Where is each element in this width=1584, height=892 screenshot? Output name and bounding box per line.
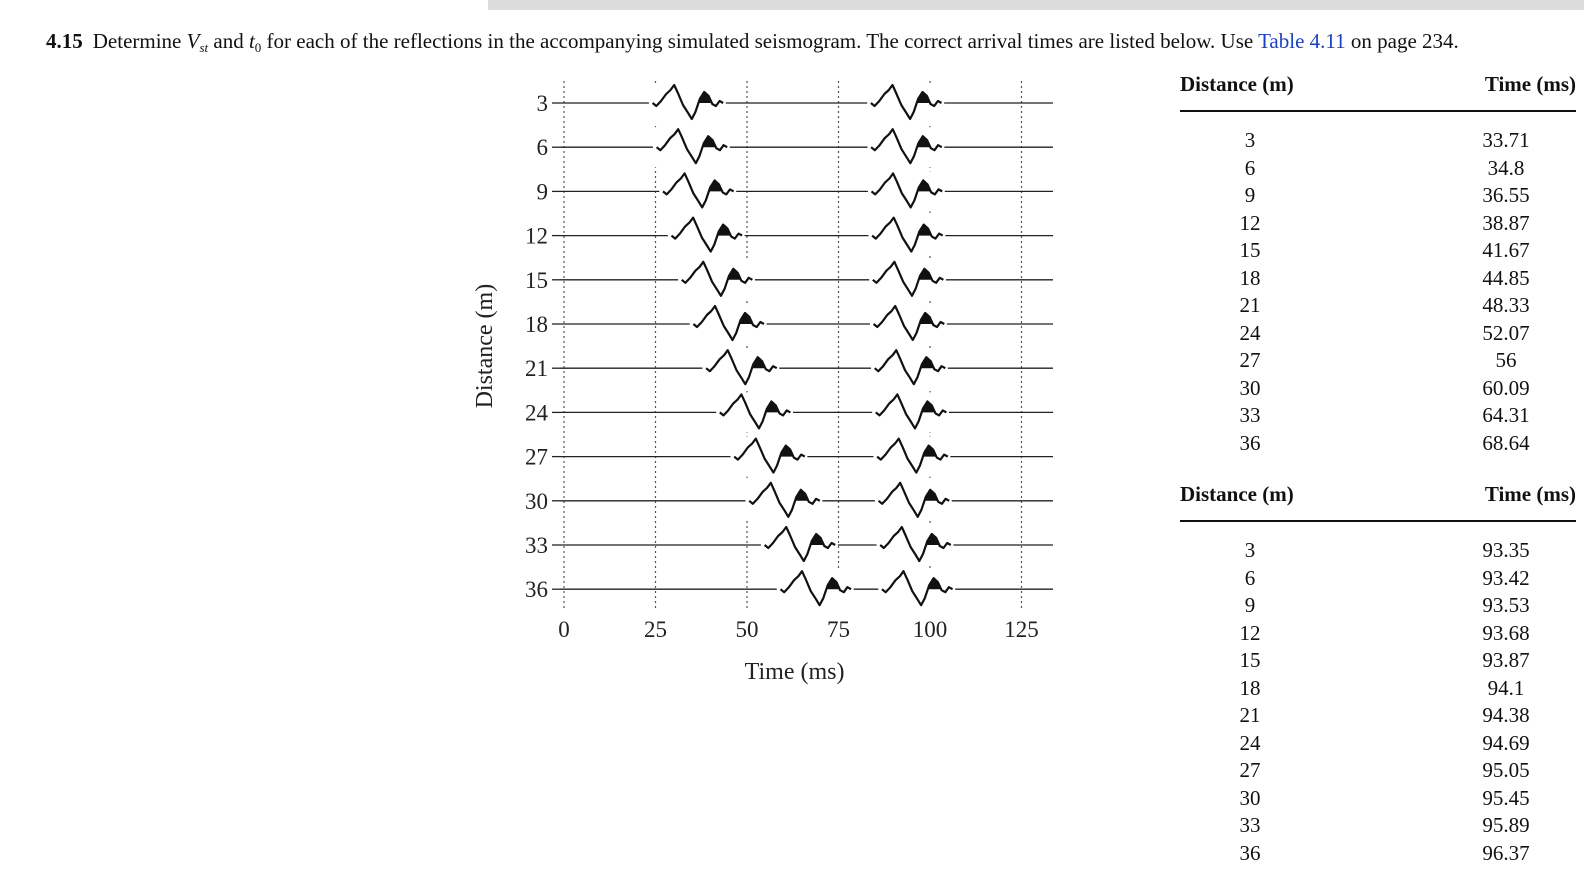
table-header (1180, 482, 1576, 522)
table-row (1180, 785, 1576, 813)
y-tick-label: 15 (525, 267, 548, 293)
table-row (1180, 347, 1576, 375)
y-tick-label: 18 (525, 312, 548, 337)
time-cell: 93.35 (1482, 538, 1530, 562)
time-cell: 68.64 (1482, 430, 1530, 455)
x-tick-label: 50 (735, 617, 759, 643)
table-row (1180, 210, 1576, 238)
x-axis-label: Time (ms) (744, 659, 845, 686)
distance-cell: 15 (1239, 648, 1261, 672)
table-row (1180, 155, 1576, 183)
table-row (1180, 537, 1576, 565)
distance-cell: 27 (1239, 348, 1261, 372)
time-cell: 38.87 (1482, 210, 1530, 235)
y-tick-label: 27 (525, 444, 548, 470)
v-subscript: st (199, 40, 209, 55)
problem-text-3: for each of the reflections in the accompanying simulated seismogram. The correct arrival times are listed below. Use (261, 29, 1259, 53)
table-rule (1180, 110, 1576, 112)
time-cell: 60.09 (1482, 375, 1530, 400)
time-cell: 95.89 (1482, 813, 1530, 837)
distance-cell: 21 (1239, 293, 1261, 317)
distance-cell: 30 (1239, 785, 1261, 810)
distance-cell: 12 (1239, 620, 1261, 645)
table-rule (1180, 520, 1576, 522)
y-tick-label: 3 (536, 91, 548, 116)
time-cell: 95.45 (1482, 785, 1530, 810)
time-cell: 52.07 (1482, 320, 1530, 345)
table-row (1180, 375, 1576, 403)
time-cell: 95.05 (1482, 758, 1530, 782)
table-row (1180, 265, 1576, 293)
table-row (1180, 402, 1576, 430)
distance-cell: 18 (1239, 265, 1261, 290)
table-row (1180, 840, 1576, 868)
time-cell: 94.38 (1482, 703, 1530, 727)
table-body (1180, 537, 1576, 867)
time-cell: 94.1 (1487, 675, 1525, 700)
table-row (1180, 565, 1576, 593)
time-cell: 44.85 (1482, 265, 1530, 290)
table-row (1180, 237, 1576, 265)
problem-text-1: Determine (92, 29, 187, 53)
distance-cell: 36 (1239, 840, 1261, 865)
x-tick-label: 0 (558, 617, 570, 643)
distance-cell: 33 (1239, 403, 1261, 427)
time-cell: 41.67 (1482, 238, 1530, 262)
table-row (1180, 730, 1576, 758)
distance-cell: 30 (1239, 375, 1261, 400)
y-tick-label: 21 (525, 356, 548, 382)
table-row (1180, 620, 1576, 648)
table-body (1180, 127, 1576, 457)
table-row (1180, 292, 1576, 320)
table-link[interactable]: Table 4.11 (1258, 29, 1346, 53)
x-tick-label: 100 (912, 617, 948, 643)
time-cell: 56 (1495, 348, 1517, 372)
table-row (1180, 757, 1576, 785)
distance-cell: 9 (1244, 183, 1256, 207)
y-tick-label: 9 (536, 179, 548, 205)
table-row (1180, 647, 1576, 675)
distance-cell: 27 (1239, 758, 1261, 782)
distance-cell: 3 (1244, 538, 1256, 562)
time-cell: 48.33 (1482, 293, 1530, 317)
distance-cell: 3 (1244, 128, 1256, 152)
t-subscript: 0 (254, 40, 262, 55)
problem-text-2: and (208, 29, 249, 53)
table-row (1180, 702, 1576, 730)
time-cell: 96.37 (1482, 840, 1530, 865)
y-tick-label: 6 (536, 135, 548, 161)
x-tick-label: 75 (827, 617, 850, 643)
table-row (1180, 182, 1576, 210)
problem-number: 4.15 (46, 29, 83, 53)
time-cell: 34.8 (1487, 155, 1525, 180)
y-tick-label: 36 (525, 577, 548, 603)
problem-text-4: on page 234. (1345, 29, 1459, 53)
y-tick-label: 12 (525, 223, 548, 249)
time-cell: 93.53 (1482, 593, 1530, 617)
table-row (1180, 675, 1576, 703)
table-col-distance: Distance (m) (1180, 482, 1294, 506)
table-col-distance: Distance (m) (1180, 72, 1294, 96)
distance-cell: 21 (1239, 703, 1261, 727)
distance-cell: 36 (1239, 430, 1261, 455)
table-row (1180, 592, 1576, 620)
t-symbol: t (248, 29, 255, 53)
x-tick-label: 25 (644, 617, 667, 643)
distance-cell: 15 (1239, 238, 1261, 262)
arrival-table-1 (1180, 72, 1576, 455)
y-tick-label: 24 (525, 400, 548, 426)
table-col-time: Time (ms) (1484, 482, 1576, 506)
time-cell: 93.42 (1482, 565, 1530, 590)
distance-cell: 33 (1239, 813, 1261, 837)
distance-cell: 24 (1239, 730, 1261, 755)
time-cell: 93.68 (1482, 620, 1530, 645)
distance-cell: 18 (1239, 675, 1261, 700)
table-row (1180, 430, 1576, 458)
time-cell: 36.55 (1482, 183, 1530, 207)
y-axis-label: Distance (m) (472, 283, 498, 409)
table-header (1180, 72, 1576, 112)
v-symbol: V (186, 29, 200, 53)
time-cell: 93.87 (1482, 648, 1530, 672)
time-cell: 64.31 (1482, 403, 1530, 427)
distance-cell: 6 (1244, 155, 1256, 180)
table-row (1180, 812, 1576, 840)
time-cell: 94.69 (1482, 730, 1530, 755)
table-col-time: Time (ms) (1484, 72, 1576, 96)
table-row (1180, 320, 1576, 348)
distance-cell: 24 (1239, 320, 1261, 345)
distance-cell: 6 (1244, 565, 1256, 590)
x-tick-label: 125 (1004, 617, 1039, 643)
y-tick-label: 33 (525, 533, 548, 558)
time-cell: 33.71 (1482, 128, 1530, 152)
arrival-table-2 (1180, 482, 1576, 865)
distance-cell: 9 (1244, 593, 1256, 617)
y-tick-label: 30 (525, 488, 548, 514)
table-row (1180, 127, 1576, 155)
distance-cell: 12 (1239, 210, 1261, 235)
